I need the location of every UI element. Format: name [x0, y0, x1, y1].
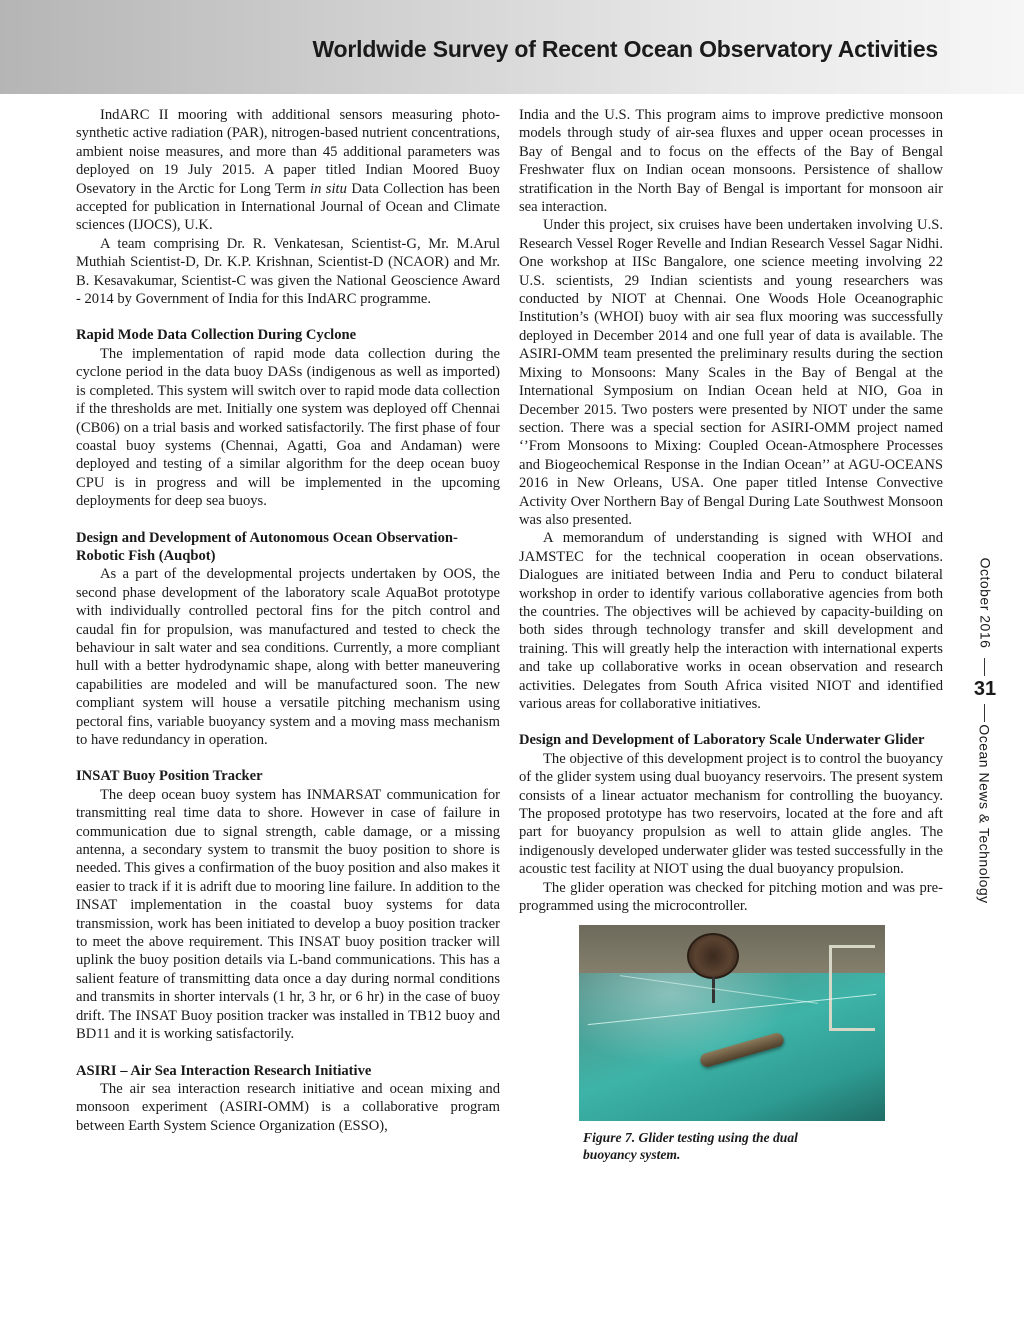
left-column — [76, 106, 500, 1135]
heading-insat: INSAT Buoy Position Tracker — [76, 768, 263, 785]
paragraph-auqbot: As a part of the developmental projects undertaken by OOS, the second phase development of the laboratory scale AquaBot prototype with individually controlled pectoral fins for the pitch control and caudal fin for propulsion, was manufactured and tested to check the behaviour in salt water and sea conditions. Currently, a more compliant hull with a better hydrodynamic shape, along with better maneuvering capabilities are modeled and will be manufactured soon. The new compliant system will house a versatile pitching mechanism using pectoral fins, variable buoyancy system and a moving mass mechanism to have redundancy in operation. — [76, 566, 500, 748]
sidebar-magazine — [952, 724, 1018, 904]
paragraph-award: A team comprising Dr. R. Venkatesan, Scientist-G, Mr. M.Arul Muthiah Scientist-D, Dr. K.P. Krishnan, Scientist-D (NCAOR) and Mr. B. Kesavakumar, Scientist-C was given the National Geoscience Award - 2014 by Government of India for this IndARC programme. — [76, 235, 500, 308]
heading-asiri: ASIRI – Air Sea Interaction Research Initiative — [76, 1062, 372, 1079]
paragraph-insat: The deep ocean buoy system has INMARSAT communication for transmitting real time data to shore. However in case of failure in communication due to signal strength, cable damage, or a missing antenna, a secondary system to transmit the buoy position to shore is needed. This gives a confirmation of the buoy position and also makes it easier to track if it is adrift due to mooring line failure. In addition to the INSAT implementation in the coastal buoy systems for data transmission, work has been initiated to develop a buoy position tracker to meet the above requirement. This INSAT buoy position tracker will uplink the buoy position details via L-band communications. This has a salient feature of transmitting data once a day during normal conditions and transmits in shorter intervals (1 hr, 3 hr, or 6 hr) in the case of buoy drift. The INSAT Buoy position tracker was installed in TB12 buoy and BD11 and it is working satisfactorily. — [76, 786, 500, 1043]
italic-in-situ: in situ — [310, 180, 347, 197]
page-title: Worldwide Survey of Recent Ocean Observatory Activities — [312, 36, 938, 62]
paragraph-indarc-text: IndARC II mooring with additional sensors measuring photo-synthetic active radiation (PAR), nitrogen-based nutrient concentrations, ambient noise measures, and more than 45 additional parameters was deployed on 19 July 2015. A paper titled Indian Moored Buoy Osevatory in the Arctic for Long Term — [76, 107, 500, 197]
sidebar-month — [952, 556, 1018, 650]
photo-water-line — [620, 976, 818, 1005]
paragraph-glider: The objective of this development project is to control the buoyancy of the glider system using dual buoyancy reservoirs. The present system consists of a linear actuator mechanism for controlling the buoyancy. The proposed prototype has two reservoirs, located at the fore and aft part for buoyancy propulsion as well to attain glide angles. The indigenously developed underwater glider was tested successfully in the acoustic test facility at NIOT using the dual buoyancy propulsion. — [519, 750, 943, 878]
paragraph-cruises: Under this project, six cruises have been undertaken involving U.S. Research Vessel Roger Revelle and Indian Research Vessel Sagar Nidhi. One workshop at IISc Bangalore, one science meeting involving 22 U.S. scientists, 29 Indian scientists and young researchers was conducted by NIOT at Chennai. One Woods Hole Oceanographic Institution’s (WHOI) buoy with air sea flux mooring was successfully deployed in December 2014 and one full year of data is available. The ASIRI-OMM team presented the preliminary results during the section Mixing to Monsoons: Many Scales in the Bay of Bengal at the International Symposium on Indian Ocean held at NIO, Goa in December 2015. Two posters were presented by NIOT under the same section. There was a special section for ASIRI-OMM project named ‘’From Monsoons to Mixing: Coupled Ocean-Atmosphere Processes and Biogeochemical Response in the Indian Ocean’’ at AGU-OCEANS 2016 in New Orleans, USA. One paper titled Intense Convective Activity Over Northern Bay of Bengal During Late Southwest Monsoon was also presented. — [519, 217, 943, 528]
right-column — [519, 106, 943, 1163]
sidebar-magazine-text: Ocean News & Technology — [977, 724, 993, 904]
photo-rod — [712, 977, 715, 1003]
sidebar-month-text: October 2016 — [977, 557, 993, 649]
paragraph-mou: A memorandum of understanding is signed with WHOI and JAMSTEC for the technical cooperation in ocean observations. Dialogues are initiated between India and Peru to conduct bilateral workshop in order to identify various collaborative agencies from both the countries. The objectives will be achieved by capacity-building on both sides through technology transfer and skill development and training. This will greatly help the interaction with international experts and take up collaborative works in ocean observation and research activities. Delegates from South Africa visited NIOT and identified various areas for collaborative initiatives. — [519, 530, 943, 712]
photo-glider — [699, 1032, 786, 1069]
figure-caption: Figure 7. Glider testing using the dual buoyancy system. — [583, 1130, 798, 1163]
heading-glider: Design and Development of Laboratory Scale Underwater Glider — [519, 732, 925, 749]
paragraph-indarc — [76, 106, 500, 235]
paragraph-pitch: The glider operation was checked for pitching motion and was pre-programmed using the microcontroller. — [519, 879, 943, 915]
heading-auqbot: Design and Development of Autonomous Ocean Observation-Robotic Fish (Auqbot) — [76, 529, 458, 564]
photo-frame — [829, 945, 875, 1031]
page-number: 31 — [973, 677, 997, 700]
paragraph-asiri-continued: India and the U.S. This program aims to improve predictive monsoon models through study of air-sea fluxes and upper ocean processes in Bay of Bengal and to focus on the effects of the Bay of Bengal Freshwater flux on Indian ocean monsoons. Persistence of shallow stratification in the North Bay of Bengal is important for monsoon air sea interaction. — [519, 107, 943, 216]
paragraph-rapid-mode: The implementation of rapid mode data collection during the cyclone period in the data buoy DASs (indigenous as well as imported) is completed. This system will switch over to rapid mode data collection if the thresholds are met. Initially one system was deployed off Chennai (CB06) on a trial basis and worked satisfactorily. The first phase of four coastal buoy systems (Chennai, Agatti, Goa and Andaman) were deployed and testing of a similar algorithm for the deep ocean buoy CPU is in progress and will be implemented in the upcoming deployments for deep sea buoys. — [76, 345, 500, 510]
heading-rapid-mode: Rapid Mode Data Collection During Cyclone — [76, 327, 357, 344]
sidebar-divider — [984, 704, 985, 722]
paragraph-asiri: The air sea interaction research initiative and ocean mixing and monsoon experiment (ASIRI-OMM) is a collaborative program between Earth System Science Organization (ESSO), — [76, 1080, 500, 1134]
paragraph-indarc-end: Data Collection has been accepted for publication in International Journal of Ocean and Climate sciences (IJOCS), U.K. — [76, 180, 500, 234]
figure-glider-photo — [579, 925, 885, 1121]
